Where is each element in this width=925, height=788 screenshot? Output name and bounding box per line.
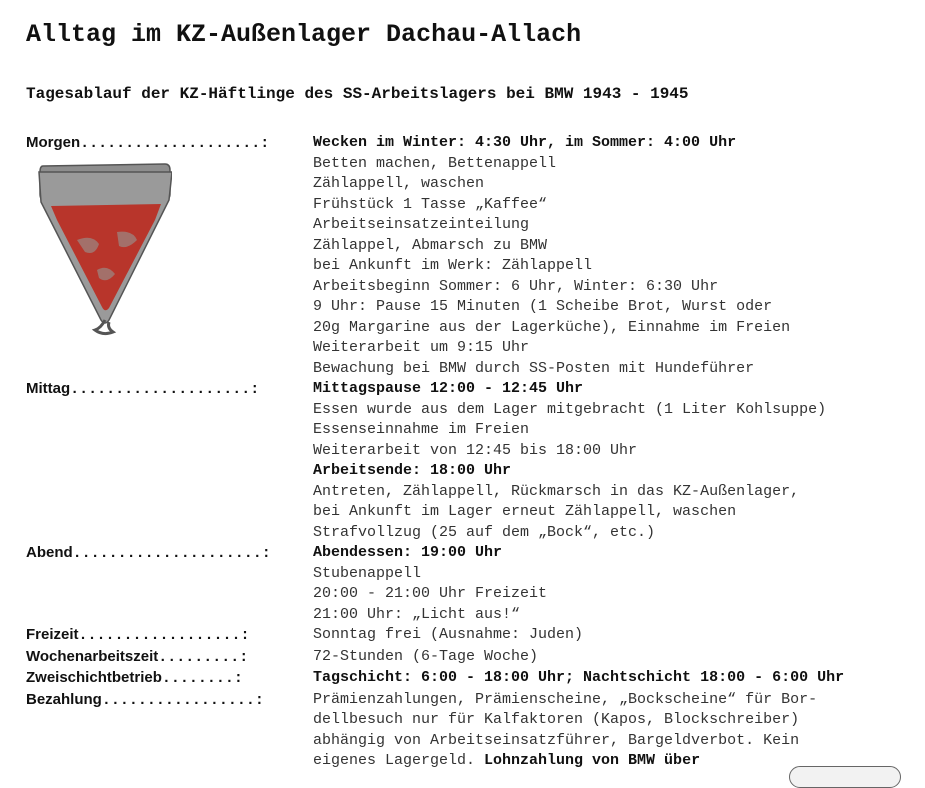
detail-text: Betten machen, Bettenappell bbox=[313, 154, 557, 172]
detail-text: bei Ankunft im Lager erneut Zählappell, waschen bbox=[313, 503, 737, 520]
schedule-detail-line bbox=[313, 564, 547, 585]
detail-text: Essenseinnahme im Freien bbox=[313, 421, 530, 438]
schedule-label-name: Abend bbox=[26, 544, 73, 561]
detail-text: 20:00 - 21:00 Uhr Freizeit bbox=[313, 585, 548, 602]
detail-text: Stubenappell bbox=[313, 564, 422, 582]
schedule-detail-line bbox=[313, 625, 583, 646]
schedule-label bbox=[26, 668, 313, 690]
schedule-detail-line bbox=[313, 502, 826, 523]
detail-text: eigenes Lagergeld. bbox=[313, 752, 485, 769]
schedule-details bbox=[313, 668, 844, 690]
detail-text: 9 Uhr: Pause 15 Minuten (1 Scheibe Brot, Wurst oder bbox=[313, 298, 773, 315]
schedule-detail-line bbox=[313, 605, 547, 626]
schedule-details bbox=[313, 647, 538, 669]
detail-text-bold: Mittagspause 12:00 - 12:45 Uhr bbox=[313, 380, 584, 397]
schedule-row bbox=[26, 625, 916, 647]
schedule-detail-line bbox=[313, 751, 817, 772]
detail-text: Strafvollzug (25 auf dem „Bock“, etc.) bbox=[313, 523, 656, 541]
schedule-label bbox=[26, 625, 313, 647]
detail-text: dellbesuch nur für Kalfaktoren (Kapos, Blockschreiber) bbox=[313, 711, 800, 728]
schedule-details bbox=[313, 625, 583, 647]
detail-text: abhängig von Arbeitseinsatzführer, Bargeldverbot. Kein bbox=[313, 731, 800, 749]
detail-text: Arbeitseinsatzeinteilung bbox=[313, 216, 530, 233]
schedule-detail-line bbox=[313, 174, 790, 195]
schedule-label-dots: ..................: bbox=[78, 627, 259, 644]
detail-text: Arbeitsbeginn Sommer: 6 Uhr, Winter: 6:30 Uhr bbox=[313, 277, 719, 295]
schedule-detail-line bbox=[313, 400, 826, 421]
schedule-detail-line bbox=[313, 379, 826, 400]
schedule-detail-line bbox=[313, 215, 790, 236]
page-title: Alltag im KZ-Außenlager Dachau-Allach bbox=[26, 20, 582, 49]
schedule-detail-line bbox=[313, 277, 790, 298]
schedule-detail-line bbox=[313, 668, 844, 689]
schedule-detail-line bbox=[313, 441, 826, 462]
detail-text: Weiterarbeit um 9:15 Uhr bbox=[313, 339, 530, 356]
schedule-detail-line bbox=[313, 647, 538, 668]
detail-text: 72-Stunden (6-Tage Woche) bbox=[313, 647, 539, 665]
schedule-detail-line bbox=[313, 482, 826, 503]
schedule-detail-line bbox=[313, 584, 547, 605]
detail-text: Frühstück 1 Tasse „Kaffee“ bbox=[313, 195, 548, 213]
schedule-detail-line bbox=[313, 154, 790, 175]
detail-text-bold: Tagschicht: 6:00 - 18:00 Uhr; Nachtschicht 18:00 - 6:00 Uhr bbox=[313, 669, 845, 686]
schedule-detail-line bbox=[313, 420, 826, 441]
schedule-detail-line bbox=[313, 195, 790, 216]
schedule-label bbox=[26, 543, 313, 625]
schedule-label-dots: .................: bbox=[101, 691, 273, 709]
schedule-label-name: Freizeit bbox=[26, 626, 79, 643]
schedule-label-dots: ....................: bbox=[80, 135, 279, 152]
detail-text: Bewachung bei BMW durch SS-Posten mit Hundeführer bbox=[313, 359, 755, 377]
page-subtitle: Tagesablauf der KZ-Häftlinge des SS-Arbeitslagers bei BMW 1943 - 1945 bbox=[26, 85, 689, 103]
detail-text-bold: Abendessen: 19:00 Uhr bbox=[313, 544, 503, 561]
prisoner-badge-image bbox=[37, 160, 172, 338]
schedule-detail-line bbox=[313, 543, 547, 564]
detail-text: Zählappell, waschen bbox=[313, 175, 485, 192]
detail-text: Sonntag frei (Ausnahme: Juden) bbox=[313, 626, 584, 643]
schedule-detail-line bbox=[313, 236, 790, 257]
detail-text: Prämienzahlungen, Prämienscheine, „Bockscheine“ für Bor- bbox=[313, 690, 818, 708]
schedule-row bbox=[26, 543, 916, 625]
schedule-label-name: Zweischichtbetrieb bbox=[26, 669, 162, 686]
schedule-row bbox=[26, 668, 916, 690]
schedule-label bbox=[26, 379, 313, 543]
detail-text: Zählappel, Abmarsch zu BMW bbox=[313, 236, 548, 254]
schedule-detail-line bbox=[313, 731, 817, 752]
schedule-label-dots: ....................: bbox=[70, 381, 269, 398]
schedule-detail-line bbox=[313, 359, 790, 380]
schedule-detail-line bbox=[313, 461, 826, 482]
schedule-row bbox=[26, 379, 916, 543]
schedule-row bbox=[26, 690, 916, 772]
schedule-label-dots: ........: bbox=[161, 670, 252, 687]
detail-text: bei Ankunft im Werk: Zählappell bbox=[313, 257, 593, 274]
detail-text: 20g Margarine aus der Lagerküche), Einnahme im Freien bbox=[313, 318, 791, 336]
schedule-label-name: Wochenarbeitszeit bbox=[26, 647, 159, 665]
schedule-label-dots: .....................: bbox=[72, 545, 280, 562]
detail-text-bold: Arbeitsende: 18:00 Uhr bbox=[313, 462, 512, 479]
detail-text-bold: Wecken im Winter: 4:30 Uhr, im Sommer: 4:00 Uhr bbox=[313, 134, 737, 151]
detail-text: Essen wurde aus dem Lager mitgebracht (1 Liter Kohlsuppe) bbox=[313, 400, 827, 418]
schedule-details bbox=[313, 379, 826, 543]
schedule-label bbox=[26, 647, 313, 669]
detail-text-bold: Lohnzahlung von BMW über bbox=[484, 752, 701, 769]
detail-text: Antreten, Zählappell, Rückmarsch in das KZ-Außenlager, bbox=[313, 482, 800, 500]
schedule-detail-line bbox=[313, 690, 817, 711]
schedule-detail-line bbox=[313, 318, 790, 339]
schedule-detail-line bbox=[313, 297, 790, 318]
schedule-detail-line bbox=[313, 256, 790, 277]
schedule-detail-line bbox=[313, 338, 790, 359]
schedule-detail-line bbox=[313, 710, 817, 731]
schedule-detail-line bbox=[313, 133, 790, 154]
detail-text: Weiterarbeit von 12:45 bis 18:00 Uhr bbox=[313, 441, 638, 459]
schedule-label-name: Morgen bbox=[26, 134, 81, 151]
schedule-details bbox=[313, 543, 547, 625]
schedule-label-name: Bezahlung bbox=[26, 690, 102, 708]
more-button[interactable] bbox=[789, 766, 901, 788]
schedule-label-name: Mittag bbox=[26, 380, 71, 397]
schedule-row bbox=[26, 647, 916, 669]
schedule-details bbox=[313, 690, 817, 772]
schedule-detail-line bbox=[313, 523, 826, 544]
schedule-details bbox=[313, 133, 790, 379]
detail-text: 21:00 Uhr: „Licht aus!“ bbox=[313, 605, 521, 623]
schedule-label bbox=[26, 690, 313, 772]
schedule-label-dots: .........: bbox=[158, 648, 258, 666]
